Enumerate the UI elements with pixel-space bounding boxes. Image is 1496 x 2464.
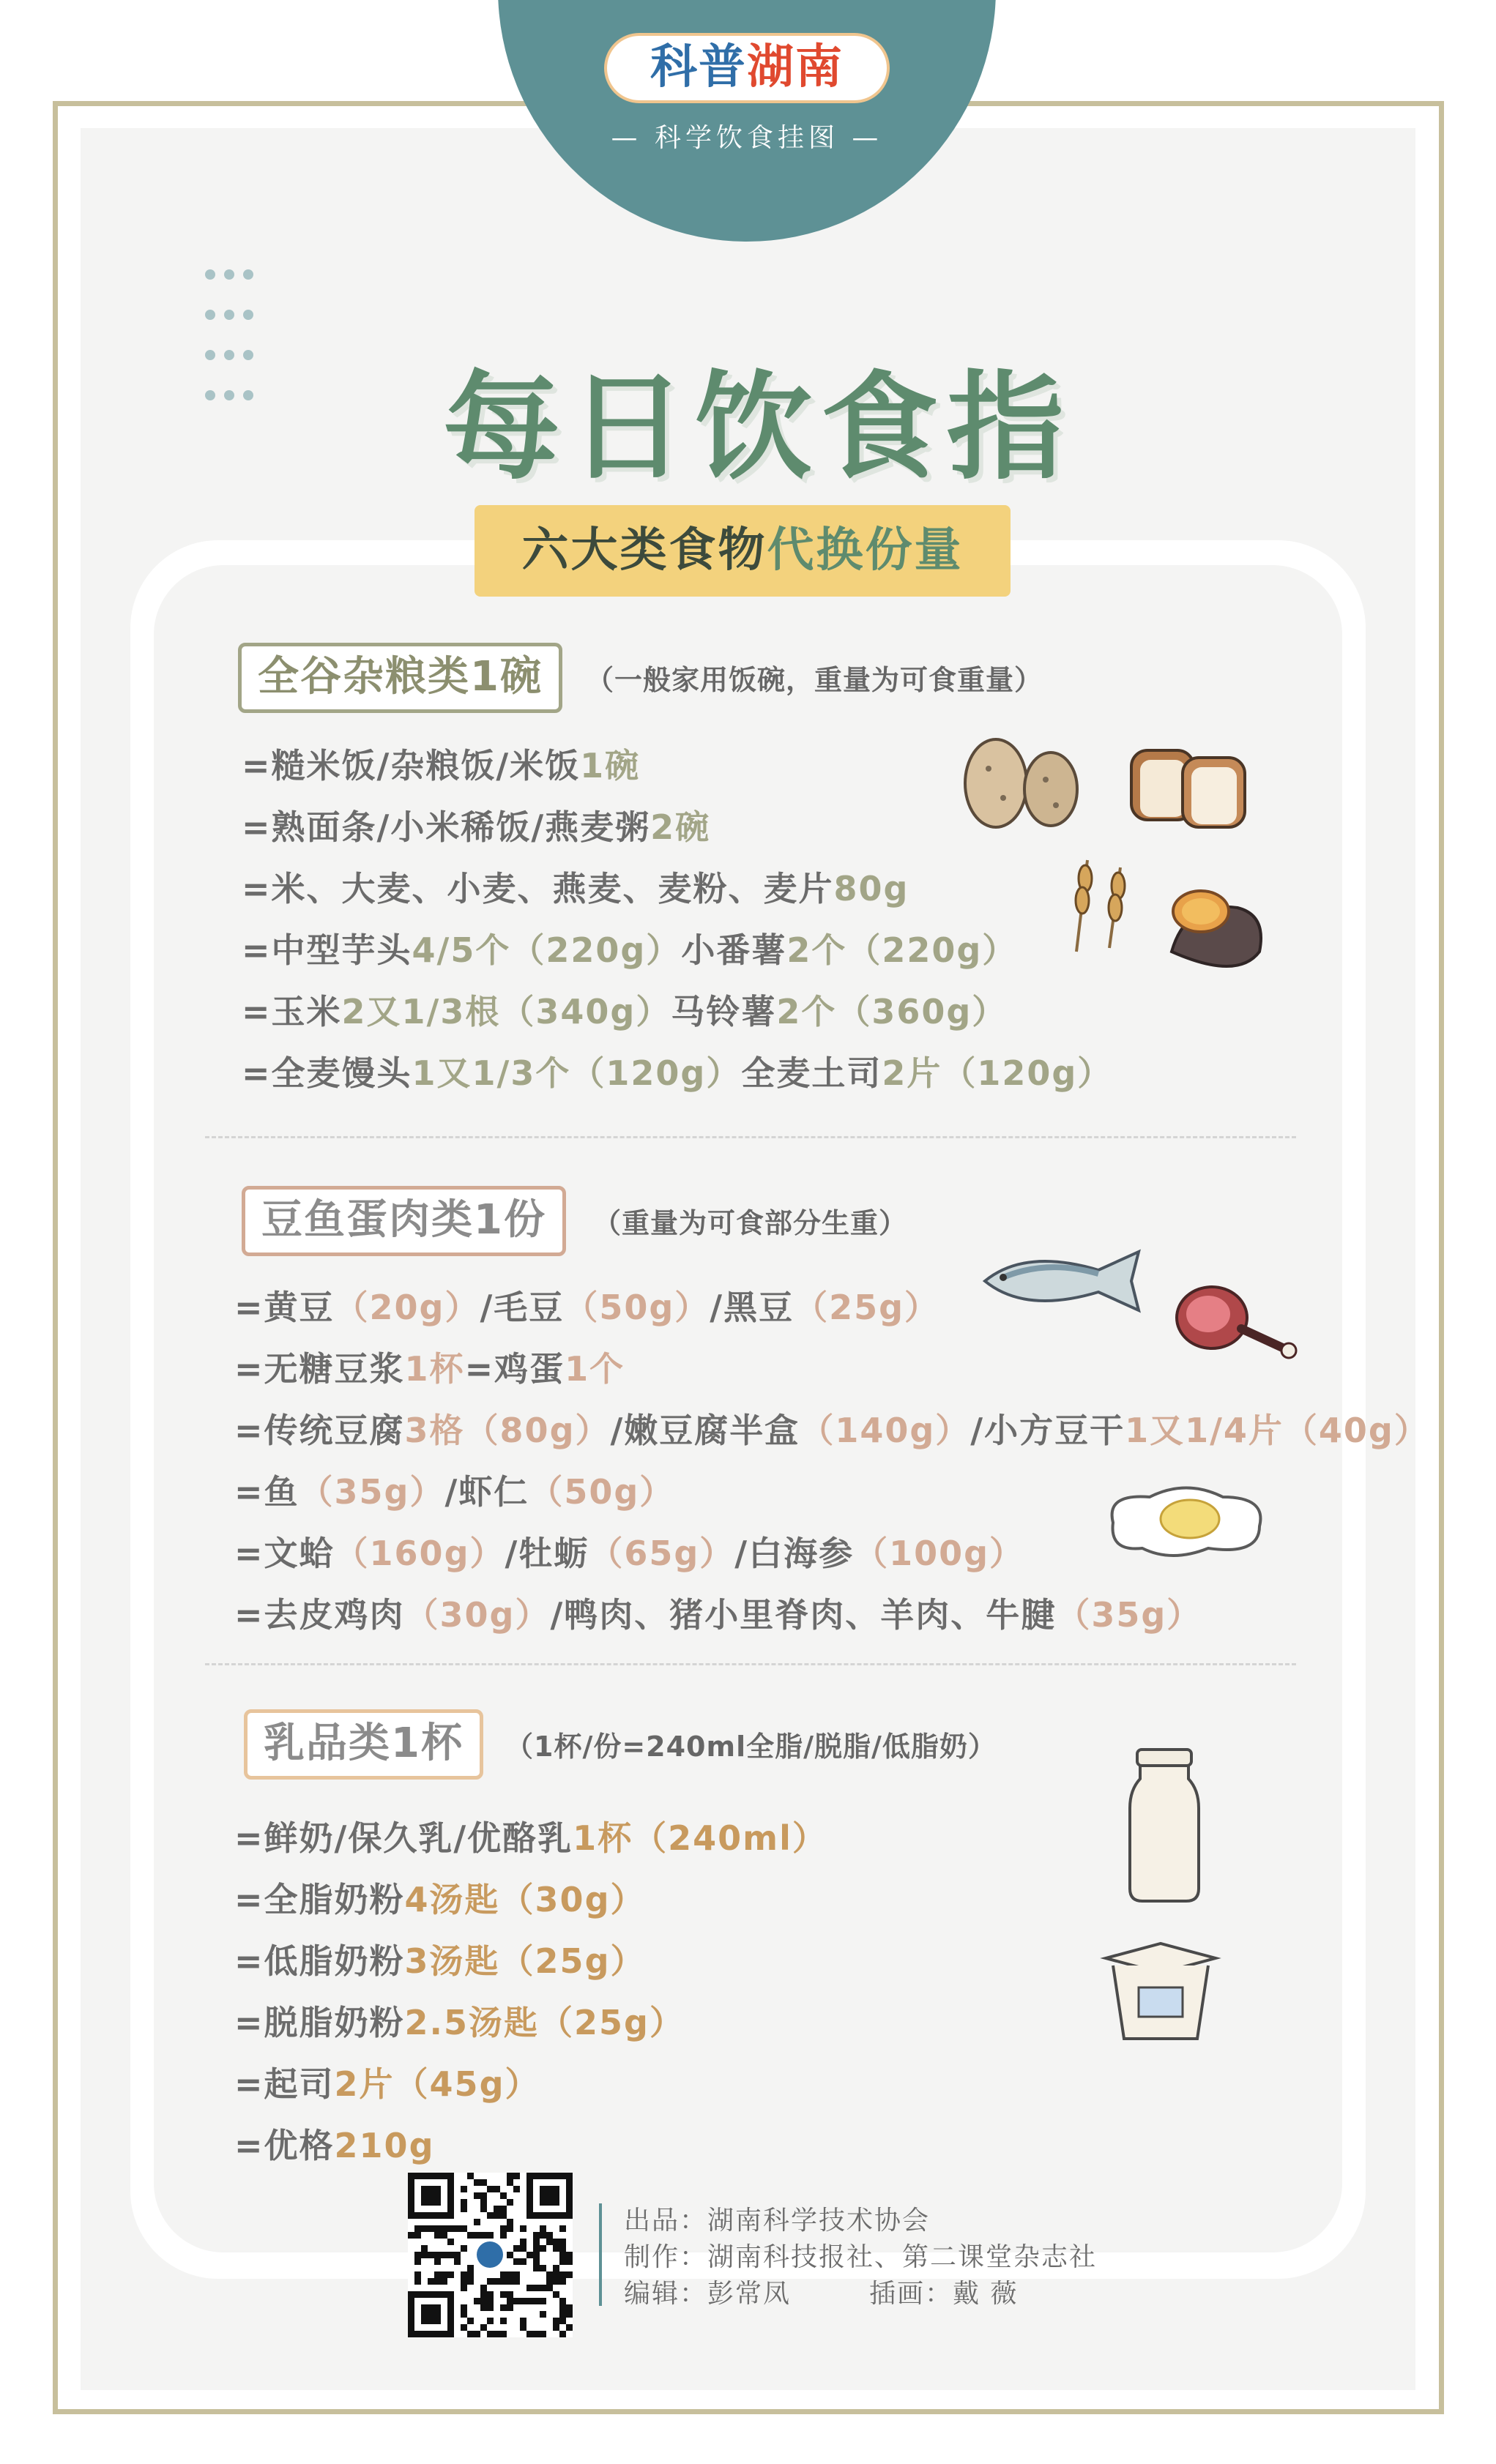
amount-highlight: （25g） xyxy=(794,1288,940,1327)
amount-highlight: （20g） xyxy=(334,1288,480,1327)
wheat-icon xyxy=(1054,845,1142,955)
section-banner xyxy=(475,505,1011,597)
food-text: =黄豆 xyxy=(234,1288,335,1327)
amount-highlight: 3格（80g） xyxy=(404,1411,611,1450)
protein-section-note: （重量为可食部分生重） xyxy=(593,1207,908,1239)
amount-highlight: （30g） xyxy=(404,1595,551,1635)
footer-separator xyxy=(599,2203,602,2306)
food-text: /黑豆 xyxy=(710,1288,794,1327)
food-text: =中型芋头 xyxy=(242,930,412,970)
amount-highlight: 2片（45g） xyxy=(334,2064,540,2104)
amount-highlight: 2.5汤匙（25g） xyxy=(404,2003,685,2042)
food-text: =传统豆腐 xyxy=(234,1411,405,1450)
food-text: =玉米 xyxy=(242,992,342,1031)
grains-section-note: （一般家用饭碗，重量为可食重量） xyxy=(586,664,1043,696)
protein-line xyxy=(234,1404,1429,1452)
amount-highlight: （35g） xyxy=(1056,1595,1202,1635)
maker-label: 制作： xyxy=(624,2242,708,2272)
food-text: /小方豆干 xyxy=(970,1411,1125,1450)
dairy-section-note: （1杯/份=240ml全脂/脱脂/低脂奶） xyxy=(505,1731,997,1763)
food-text: 马铃薯 xyxy=(671,992,777,1031)
grains-line xyxy=(242,862,909,911)
amount-highlight: 1碗 xyxy=(580,746,641,785)
dairy-line xyxy=(234,2058,540,2106)
qr-code xyxy=(408,2173,573,2337)
dairy-line xyxy=(234,1935,646,1983)
amount-highlight: 2又1/3根（340g） xyxy=(341,992,671,1031)
food-text: 小番薯 xyxy=(681,930,787,970)
logo-text-part1: 科普 xyxy=(650,40,747,94)
illustrator-label: 插画： xyxy=(868,2279,953,2309)
food-text: =低脂奶粉 xyxy=(234,1941,405,1981)
header-subtitle: — 科学饮食挂图 — xyxy=(611,123,883,153)
credit-editor xyxy=(624,2273,1018,2310)
amount-highlight: 1又1/3个（120g） xyxy=(412,1053,742,1093)
sweet-potato-icon xyxy=(1150,871,1274,981)
dairy-line xyxy=(234,1812,827,1860)
amount-highlight: 1杯 xyxy=(404,1349,465,1389)
protein-line xyxy=(234,1466,674,1514)
amount-highlight: 2片（120g） xyxy=(882,1053,1113,1093)
protein-section-title: 豆鱼蛋肉类1份 xyxy=(242,1186,566,1256)
bread-icon xyxy=(1124,732,1256,835)
credit-maker xyxy=(624,2236,1097,2274)
amount-highlight: （160g） xyxy=(334,1534,505,1573)
editor-value: 彭常凤 xyxy=(707,2279,792,2309)
food-text: =去皮鸡肉 xyxy=(234,1595,405,1635)
amount-highlight: （35g） xyxy=(299,1472,445,1512)
grains-line xyxy=(242,985,1007,1034)
amount-highlight: 3汤匙（25g） xyxy=(404,1941,646,1981)
section-divider xyxy=(205,1136,1296,1138)
amount-highlight: 2碗 xyxy=(650,807,711,847)
milk-bottle-icon xyxy=(1124,1746,1205,1907)
food-text: /牡蛎 xyxy=(505,1534,589,1573)
dairy-line xyxy=(234,1996,685,2045)
amount-highlight: 2个（220g） xyxy=(786,930,1018,970)
producer-value: 湖南科学技术协会 xyxy=(707,2206,931,2236)
amount-highlight: 1个 xyxy=(565,1349,625,1389)
logo xyxy=(604,33,890,103)
food-text: =全脂奶粉 xyxy=(234,1880,405,1919)
grains-line xyxy=(242,801,710,849)
protein-line xyxy=(234,1588,1202,1637)
amount-highlight: （50g） xyxy=(529,1472,675,1512)
food-text: =文蛤 xyxy=(234,1534,335,1573)
logo-text-part2: 湖南 xyxy=(747,40,844,94)
credit-producer xyxy=(624,2200,930,2237)
protein-line xyxy=(234,1281,939,1329)
dairy-section-title: 乳品类1杯 xyxy=(244,1709,483,1780)
food-text: =鸡蛋 xyxy=(464,1349,565,1389)
food-text: /嫩豆腐半盒 xyxy=(610,1411,800,1450)
meat-icon xyxy=(1172,1277,1303,1365)
grains-line xyxy=(242,924,1017,972)
producer-label: 出品： xyxy=(624,2206,708,2236)
dairy-line xyxy=(234,1873,646,1922)
dairy-line xyxy=(234,2119,435,2168)
food-text: 全麦土司 xyxy=(741,1053,882,1093)
protein-line xyxy=(234,1343,625,1391)
food-text: /虾仁 xyxy=(444,1472,529,1512)
amount-highlight: （65g） xyxy=(589,1534,735,1573)
food-text: /白海参 xyxy=(734,1534,855,1573)
food-text: =米、大麦、小麦、燕麦、麦粉、麦片 xyxy=(242,869,834,908)
section-divider xyxy=(205,1663,1296,1665)
grains-line xyxy=(242,739,640,788)
yogurt-cup-icon xyxy=(1098,1936,1223,2046)
amount-highlight: 4/5个（220g） xyxy=(412,930,682,970)
fish-icon xyxy=(974,1244,1150,1318)
amount-highlight: （50g） xyxy=(564,1288,710,1327)
amount-highlight: 80g xyxy=(833,869,909,908)
food-text: =起司 xyxy=(234,2064,335,2104)
food-text: =鲜奶/保久乳/优酪乳 xyxy=(234,1818,573,1858)
food-text: =优格 xyxy=(234,2126,335,2165)
food-text: =无糖豆浆 xyxy=(234,1349,405,1389)
amount-highlight: 4汤匙（30g） xyxy=(404,1880,646,1919)
grains-line xyxy=(242,1047,1112,1095)
amount-highlight: 210g xyxy=(334,2126,435,2165)
food-text: =糙米饭/杂粮饭/米饭 xyxy=(242,746,581,785)
food-text: =全麦馒头 xyxy=(242,1053,412,1093)
amount-highlight: （140g） xyxy=(800,1411,971,1450)
illustrator-value: 戴 薇 xyxy=(952,2279,1019,2309)
amount-highlight: 1又1/4片（40g） xyxy=(1125,1411,1429,1450)
protein-line xyxy=(234,1527,1024,1575)
food-text: =熟面条/小米稀饭/燕麦粥 xyxy=(242,807,651,847)
food-text: =鱼 xyxy=(234,1472,299,1512)
maker-value: 湖南科技报社、第二课堂杂志社 xyxy=(707,2242,1098,2272)
banner-text-part2: 代换份量 xyxy=(767,523,964,578)
amount-highlight: 1杯（240ml） xyxy=(573,1818,827,1858)
banner-text-part1: 六大类食物 xyxy=(521,523,767,578)
page-title: 每日饮食指 xyxy=(442,359,1073,496)
fried-egg-icon xyxy=(1098,1479,1274,1567)
amount-highlight: 2个（360g） xyxy=(776,992,1008,1031)
food-text: =脱脂奶粉 xyxy=(234,2003,405,2042)
grains-section-title: 全谷杂粮类1碗 xyxy=(238,643,562,713)
editor-label: 编辑： xyxy=(624,2279,708,2309)
food-text: /毛豆 xyxy=(480,1288,565,1327)
potato-icon xyxy=(959,732,1084,835)
food-text: /鸭肉、猪小里脊肉、羊肉、牛腱 xyxy=(550,1595,1057,1635)
amount-highlight: （100g） xyxy=(854,1534,1025,1573)
